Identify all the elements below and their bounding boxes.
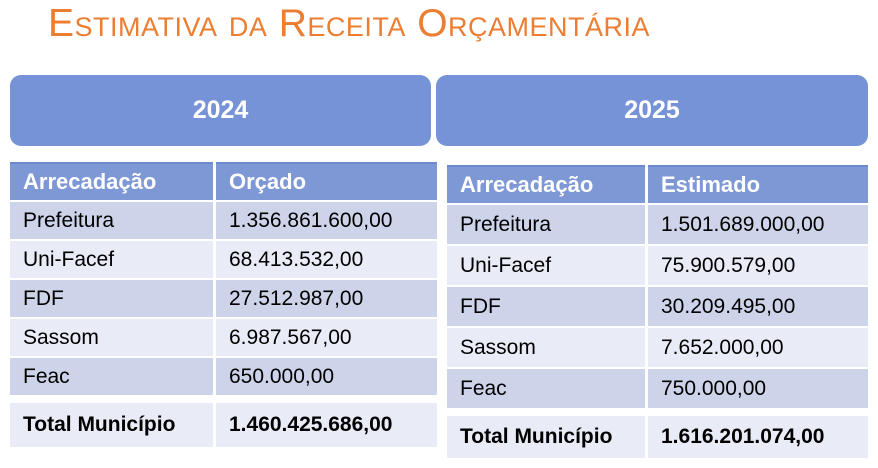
table-2024-header-row [10,162,437,200]
table-row-fdf [447,287,868,326]
table-row-prefeitura [10,202,437,239]
column-header-orcado: Orçado [216,162,437,200]
row-value: 30.209.495,00 [648,287,868,326]
row-value: 6.987.567,00 [216,319,437,356]
table-row-uni-facef [10,241,437,278]
year-banner-2025 [436,75,868,146]
total-value: 1.616.201.074,00 [648,416,868,458]
year-banner-2024 [10,75,431,146]
row-value: 68.413.532,00 [216,241,437,278]
table-row-sassom [447,328,868,367]
row-value: 750.000,00 [648,369,868,408]
row-label: FDF [10,280,213,317]
row-label: Sassom [10,319,213,356]
row-label: FDF [447,287,645,326]
row-label: Prefeitura [10,202,213,239]
table-2025-header-row [447,165,868,203]
total-label: Total Município [447,416,645,458]
tables-container [10,162,868,458]
column-header-arrecadacao: Arrecadação [10,162,213,200]
row-value: 7.652.000,00 [648,328,868,367]
row-label: Feac [10,358,213,395]
row-value: 75.900.579,00 [648,246,868,285]
table-row-feac [447,369,868,408]
row-value: 27.512.987,00 [216,280,437,317]
row-value: 1.356.861.600,00 [216,202,437,239]
table-2024 [10,162,437,447]
row-value: 1.501.689.000,00 [648,205,868,244]
table-row-prefeitura [447,205,868,244]
column-header-arrecadacao: Arrecadação [447,165,645,203]
year-banner-2024-label: 2024 [192,96,249,124]
table-row-sassom [10,319,437,356]
table-row-uni-facef [447,246,868,285]
total-label: Total Município [10,403,213,447]
table-row-fdf [10,280,437,317]
total-value: 1.460.425.686,00 [216,403,437,447]
row-label: Prefeitura [447,205,645,244]
table-row-feac [10,358,437,395]
row-label: Uni-Facef [10,241,213,278]
row-label: Uni-Facef [447,246,645,285]
table-total-row [447,416,868,458]
column-header-estimado: Estimado [648,165,868,203]
year-banner-row [10,75,868,146]
table-total-row [10,403,437,447]
page-title: Estimativa da Receita Orçamentária [48,2,651,45]
table-2025 [447,165,868,458]
row-label: Sassom [447,328,645,367]
year-banner-2025-label: 2025 [624,96,680,124]
row-value: 650.000,00 [216,358,437,395]
row-label: Feac [447,369,645,408]
